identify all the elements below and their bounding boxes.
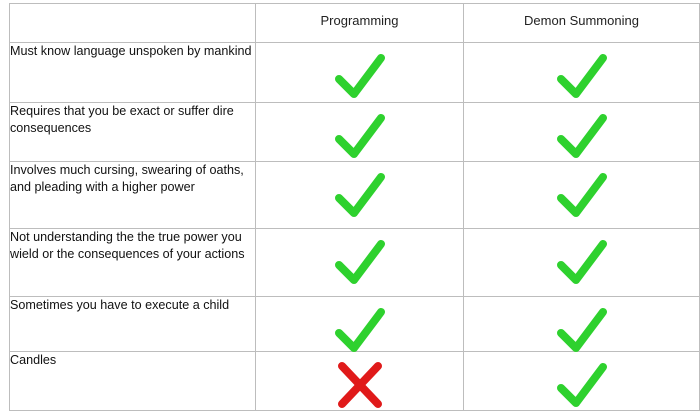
table-row	[10, 43, 700, 103]
header-row	[10, 4, 700, 43]
programming-cell	[256, 297, 464, 352]
check-icon	[556, 52, 608, 100]
demon-summoning-cell	[464, 229, 700, 297]
check-icon	[556, 306, 608, 354]
table-row	[10, 162, 700, 229]
row-label: Sometimes you have to execute a child	[10, 297, 256, 352]
row-label: Candles	[10, 352, 256, 411]
programming-cell	[256, 352, 464, 411]
check-icon	[556, 361, 608, 409]
check-icon	[556, 112, 608, 160]
demon-summoning-cell	[464, 43, 700, 103]
column-header-demon-summoning: Demon Summoning	[464, 4, 700, 43]
programming-cell	[256, 229, 464, 297]
check-icon	[334, 306, 386, 354]
check-icon	[334, 238, 386, 286]
row-label: Requires that you be exact or suffer dire consequences	[10, 103, 256, 162]
programming-cell	[256, 103, 464, 162]
table-row	[10, 352, 700, 411]
column-header-programming: Programming	[256, 4, 464, 43]
row-label: Involves much cursing, swearing of oaths, and pleading with a higher power	[10, 162, 256, 229]
demon-summoning-cell	[464, 103, 700, 162]
row-label: Not understanding the the true power you wield or the consequences of your actions	[10, 229, 256, 297]
check-icon	[334, 112, 386, 160]
demon-summoning-cell	[464, 297, 700, 352]
row-label: Must know language unspoken by mankind	[10, 43, 256, 103]
table-row	[10, 103, 700, 162]
comparison-table	[9, 3, 700, 411]
check-icon	[556, 238, 608, 286]
programming-cell	[256, 43, 464, 103]
programming-cell	[256, 162, 464, 229]
check-icon	[334, 52, 386, 100]
check-icon	[556, 171, 608, 219]
corner-cell	[10, 4, 256, 43]
demon-summoning-cell	[464, 162, 700, 229]
table-body	[10, 43, 700, 411]
check-icon	[334, 171, 386, 219]
table-row	[10, 229, 700, 297]
table-row	[10, 297, 700, 352]
demon-summoning-cell	[464, 352, 700, 411]
cross-icon	[334, 361, 386, 409]
